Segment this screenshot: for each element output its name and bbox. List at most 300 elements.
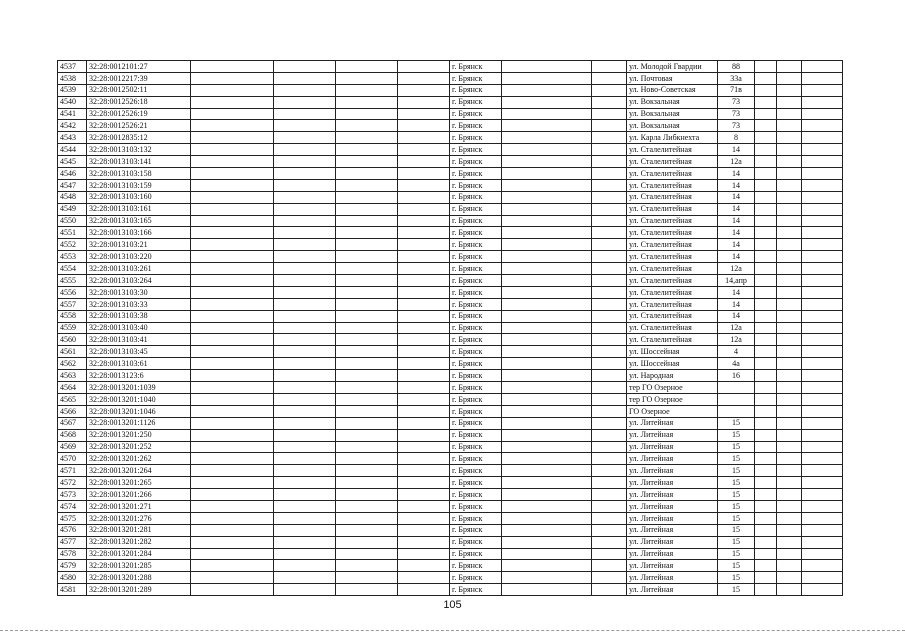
empty-cell <box>191 203 274 215</box>
empty-cell <box>502 179 592 191</box>
empty-cell <box>336 358 398 370</box>
table-row <box>58 263 843 275</box>
empty-cell <box>336 132 398 144</box>
empty-cell <box>802 489 843 501</box>
empty-cell <box>398 322 450 334</box>
empty-cell <box>755 156 777 168</box>
empty-cell <box>502 536 592 548</box>
empty-cell <box>802 358 843 370</box>
empty-cell <box>398 453 450 465</box>
empty-cell <box>592 215 627 227</box>
empty-cell <box>802 405 843 417</box>
cell-cad: 32:28:0012835:12 <box>87 132 191 144</box>
empty-cell <box>191 275 274 287</box>
empty-cell <box>755 572 777 584</box>
empty-cell <box>777 548 802 560</box>
empty-cell <box>191 298 274 310</box>
cell-house: 14 <box>718 227 755 239</box>
empty-cell <box>755 382 777 394</box>
empty-cell <box>592 334 627 346</box>
cell-cad: 32:28:0013201:1040 <box>87 393 191 405</box>
cell-cad: 32:28:0013201:285 <box>87 560 191 572</box>
empty-cell <box>191 120 274 132</box>
cell-house: 15 <box>718 441 755 453</box>
empty-cell <box>755 417 777 429</box>
cell-street: ул. Сталелитейная <box>627 179 718 191</box>
empty-cell <box>191 393 274 405</box>
empty-cell <box>336 334 398 346</box>
empty-cell <box>802 203 843 215</box>
empty-cell <box>502 441 592 453</box>
cell-house: 8 <box>718 132 755 144</box>
cell-num: 4537 <box>58 61 87 73</box>
empty-cell <box>274 298 336 310</box>
empty-cell <box>592 465 627 477</box>
cell-city: г. Брянск <box>450 191 502 203</box>
empty-cell <box>502 370 592 382</box>
empty-cell <box>592 275 627 287</box>
empty-cell <box>802 275 843 287</box>
empty-cell <box>502 72 592 84</box>
empty-cell <box>336 584 398 596</box>
cell-city: г. Брянск <box>450 263 502 275</box>
empty-cell <box>802 84 843 96</box>
empty-cell <box>755 489 777 501</box>
cell-num: 4554 <box>58 263 87 275</box>
empty-cell <box>777 227 802 239</box>
empty-cell <box>802 144 843 156</box>
cell-street: ул. Сталелитейная <box>627 239 718 251</box>
cell-house: 73 <box>718 120 755 132</box>
empty-cell <box>274 61 336 73</box>
cell-cad: 32:28:0013201:276 <box>87 512 191 524</box>
empty-cell <box>398 429 450 441</box>
empty-cell <box>398 203 450 215</box>
cell-city: г. Брянск <box>450 179 502 191</box>
table-row <box>58 346 843 358</box>
empty-cell <box>777 453 802 465</box>
empty-cell <box>398 584 450 596</box>
empty-cell <box>191 500 274 512</box>
empty-cell <box>502 275 592 287</box>
cell-cad: 32:28:0013201:250 <box>87 429 191 441</box>
empty-cell <box>592 84 627 96</box>
empty-cell <box>336 239 398 251</box>
cell-city: г. Брянск <box>450 286 502 298</box>
cell-city: г. Брянск <box>450 417 502 429</box>
empty-cell <box>274 572 336 584</box>
cell-house: 14 <box>718 144 755 156</box>
empty-cell <box>802 215 843 227</box>
empty-cell <box>802 156 843 168</box>
empty-cell <box>755 393 777 405</box>
empty-cell <box>398 227 450 239</box>
empty-cell <box>802 286 843 298</box>
empty-cell <box>592 168 627 180</box>
empty-cell <box>777 441 802 453</box>
empty-cell <box>274 346 336 358</box>
cell-city: г. Брянск <box>450 108 502 120</box>
cell-city: г. Брянск <box>450 96 502 108</box>
empty-cell <box>191 465 274 477</box>
table-row <box>58 298 843 310</box>
empty-cell <box>755 191 777 203</box>
empty-cell <box>802 453 843 465</box>
cell-house: 14 <box>718 286 755 298</box>
cell-cad: 32:28:0013201:282 <box>87 536 191 548</box>
cell-cad: 32:28:0013103:161 <box>87 203 191 215</box>
empty-cell <box>592 322 627 334</box>
cell-house: 4 <box>718 346 755 358</box>
cell-street: тер ГО Озерное <box>627 393 718 405</box>
empty-cell <box>777 370 802 382</box>
cell-house: 12а <box>718 322 755 334</box>
empty-cell <box>274 405 336 417</box>
empty-cell <box>802 120 843 132</box>
table-row <box>58 370 843 382</box>
empty-cell <box>502 500 592 512</box>
cell-house: 15 <box>718 500 755 512</box>
empty-cell <box>755 132 777 144</box>
cell-city: г. Брянск <box>450 156 502 168</box>
empty-cell <box>274 441 336 453</box>
empty-cell <box>502 405 592 417</box>
cell-house: 88 <box>718 61 755 73</box>
table-row <box>58 84 843 96</box>
cell-street: ул. Сталелитейная <box>627 144 718 156</box>
cell-cad: 32:28:0013103:220 <box>87 251 191 263</box>
cell-num: 4539 <box>58 84 87 96</box>
empty-cell <box>802 96 843 108</box>
cell-cad: 32:28:0012526:18 <box>87 96 191 108</box>
cell-house: 15 <box>718 465 755 477</box>
cell-house: 15 <box>718 584 755 596</box>
table-row <box>58 120 843 132</box>
cell-city: г. Брянск <box>450 346 502 358</box>
cell-cad: 32:28:0013103:41 <box>87 334 191 346</box>
cell-cad: 32:28:0013103:264 <box>87 275 191 287</box>
cell-city: г. Брянск <box>450 132 502 144</box>
cell-house: 71в <box>718 84 755 96</box>
cell-street: ул. Сталелитейная <box>627 203 718 215</box>
cell-city: г. Брянск <box>450 203 502 215</box>
cell-city: г. Брянск <box>450 322 502 334</box>
cell-street: ул. Литейная <box>627 500 718 512</box>
cell-cad: 32:28:0012101:27 <box>87 61 191 73</box>
empty-cell <box>398 512 450 524</box>
empty-cell <box>755 441 777 453</box>
empty-cell <box>502 524 592 536</box>
cell-street: ул. Литейная <box>627 489 718 501</box>
cell-house: 33а <box>718 72 755 84</box>
empty-cell <box>802 512 843 524</box>
cell-street: ул. Сталелитейная <box>627 191 718 203</box>
empty-cell <box>336 572 398 584</box>
empty-cell <box>398 168 450 180</box>
empty-cell <box>592 191 627 203</box>
cell-cad: 32:28:0013103:166 <box>87 227 191 239</box>
empty-cell <box>802 251 843 263</box>
empty-cell <box>274 370 336 382</box>
empty-cell <box>336 96 398 108</box>
empty-cell <box>336 251 398 263</box>
empty-cell <box>755 72 777 84</box>
empty-cell <box>191 382 274 394</box>
empty-cell <box>274 72 336 84</box>
cell-num: 4580 <box>58 572 87 584</box>
empty-cell <box>777 84 802 96</box>
empty-cell <box>336 168 398 180</box>
cell-house: 4а <box>718 358 755 370</box>
empty-cell <box>777 536 802 548</box>
cell-city: г. Брянск <box>450 382 502 394</box>
empty-cell <box>191 322 274 334</box>
empty-cell <box>191 168 274 180</box>
table-row <box>58 429 843 441</box>
cell-city: г. Брянск <box>450 370 502 382</box>
empty-cell <box>336 84 398 96</box>
cell-street: тер ГО Озерное <box>627 382 718 394</box>
cell-cad: 32:28:0013123:6 <box>87 370 191 382</box>
empty-cell <box>502 84 592 96</box>
empty-cell <box>398 560 450 572</box>
cell-street: ул. Литейная <box>627 536 718 548</box>
cell-num: 4542 <box>58 120 87 132</box>
empty-cell <box>274 263 336 275</box>
empty-cell <box>274 144 336 156</box>
cell-street: ул. Литейная <box>627 524 718 536</box>
empty-cell <box>592 108 627 120</box>
empty-cell <box>777 120 802 132</box>
empty-cell <box>755 286 777 298</box>
empty-cell <box>755 512 777 524</box>
empty-cell <box>398 286 450 298</box>
empty-cell <box>274 548 336 560</box>
table-row <box>58 275 843 287</box>
table-row <box>58 322 843 334</box>
cell-street: ул. Литейная <box>627 572 718 584</box>
empty-cell <box>755 465 777 477</box>
empty-cell <box>755 298 777 310</box>
empty-cell <box>191 156 274 168</box>
empty-cell <box>777 382 802 394</box>
empty-cell <box>336 524 398 536</box>
empty-cell <box>802 572 843 584</box>
cell-street: ул. Сталелитейная <box>627 310 718 322</box>
cell-city: г. Брянск <box>450 168 502 180</box>
empty-cell <box>336 346 398 358</box>
empty-cell <box>336 263 398 275</box>
empty-cell <box>191 84 274 96</box>
cell-house: 15 <box>718 453 755 465</box>
cell-cad: 32:28:0013103:33 <box>87 298 191 310</box>
empty-cell <box>336 179 398 191</box>
empty-cell <box>398 477 450 489</box>
empty-cell <box>398 156 450 168</box>
empty-cell <box>755 346 777 358</box>
empty-cell <box>592 310 627 322</box>
cell-cad: 32:28:0013201:1039 <box>87 382 191 394</box>
empty-cell <box>777 310 802 322</box>
table-row <box>58 524 843 536</box>
empty-cell <box>274 524 336 536</box>
empty-cell <box>755 310 777 322</box>
empty-cell <box>336 370 398 382</box>
empty-cell <box>398 524 450 536</box>
cell-city: г. Брянск <box>450 393 502 405</box>
table-row <box>58 168 843 180</box>
empty-cell <box>398 334 450 346</box>
empty-cell <box>802 417 843 429</box>
empty-cell <box>336 298 398 310</box>
cell-num: 4543 <box>58 132 87 144</box>
empty-cell <box>502 263 592 275</box>
empty-cell <box>191 477 274 489</box>
empty-cell <box>502 572 592 584</box>
empty-cell <box>755 61 777 73</box>
cell-street: ул. Литейная <box>627 441 718 453</box>
empty-cell <box>191 251 274 263</box>
empty-cell <box>336 203 398 215</box>
cell-city: г. Брянск <box>450 227 502 239</box>
cell-num: 4544 <box>58 144 87 156</box>
empty-cell <box>191 310 274 322</box>
empty-cell <box>336 489 398 501</box>
empty-cell <box>502 108 592 120</box>
cell-cad: 32:28:0013201:265 <box>87 477 191 489</box>
empty-cell <box>336 322 398 334</box>
cell-street: ул. Вокзальная <box>627 120 718 132</box>
cell-city: г. Брянск <box>450 453 502 465</box>
cell-street: ул. Литейная <box>627 584 718 596</box>
table-row <box>58 96 843 108</box>
empty-cell <box>592 132 627 144</box>
empty-cell <box>191 227 274 239</box>
empty-cell <box>502 346 592 358</box>
table-row <box>58 358 843 370</box>
empty-cell <box>398 465 450 477</box>
empty-cell <box>502 168 592 180</box>
cell-street: ул. Сталелитейная <box>627 334 718 346</box>
empty-cell <box>777 572 802 584</box>
table-row <box>58 156 843 168</box>
cell-cad: 32:28:0013103:158 <box>87 168 191 180</box>
empty-cell <box>802 72 843 84</box>
empty-cell <box>336 441 398 453</box>
empty-cell <box>592 572 627 584</box>
cell-city: г. Брянск <box>450 429 502 441</box>
empty-cell <box>755 524 777 536</box>
table-row <box>58 310 843 322</box>
cell-house: 15 <box>718 572 755 584</box>
cell-house: 15 <box>718 489 755 501</box>
table-row <box>58 405 843 417</box>
cell-num: 4547 <box>58 179 87 191</box>
cell-house: 14 <box>718 310 755 322</box>
empty-cell <box>755 215 777 227</box>
empty-cell <box>592 453 627 465</box>
empty-cell <box>398 239 450 251</box>
cell-city: г. Брянск <box>450 584 502 596</box>
cell-cad: 32:28:0013201:262 <box>87 453 191 465</box>
empty-cell <box>191 512 274 524</box>
cell-house: 15 <box>718 417 755 429</box>
empty-cell <box>502 417 592 429</box>
empty-cell <box>502 584 592 596</box>
empty-cell <box>755 84 777 96</box>
empty-cell <box>502 239 592 251</box>
cell-num: 4553 <box>58 251 87 263</box>
empty-cell <box>802 382 843 394</box>
empty-cell <box>592 429 627 441</box>
empty-cell <box>274 465 336 477</box>
empty-cell <box>274 429 336 441</box>
empty-cell <box>274 584 336 596</box>
table-row <box>58 334 843 346</box>
cell-num: 4555 <box>58 275 87 287</box>
empty-cell <box>191 429 274 441</box>
empty-cell <box>398 132 450 144</box>
table-row <box>58 572 843 584</box>
empty-cell <box>755 251 777 263</box>
cell-street: ул. Молодой Гвардии <box>627 61 718 73</box>
empty-cell <box>398 310 450 322</box>
table-row <box>58 251 843 263</box>
empty-cell <box>755 536 777 548</box>
cell-city: г. Брянск <box>450 84 502 96</box>
empty-cell <box>336 286 398 298</box>
empty-cell <box>274 168 336 180</box>
cell-num: 4563 <box>58 370 87 382</box>
empty-cell <box>802 536 843 548</box>
empty-cell <box>755 144 777 156</box>
empty-cell <box>398 72 450 84</box>
cell-num: 4578 <box>58 548 87 560</box>
empty-cell <box>274 251 336 263</box>
empty-cell <box>274 179 336 191</box>
empty-cell <box>191 132 274 144</box>
cell-num: 4552 <box>58 239 87 251</box>
empty-cell <box>336 393 398 405</box>
page-number: 105 <box>443 599 462 611</box>
empty-cell <box>336 227 398 239</box>
empty-cell <box>191 96 274 108</box>
empty-cell <box>336 500 398 512</box>
empty-cell <box>592 120 627 132</box>
cell-cad: 32:28:0013201:288 <box>87 572 191 584</box>
cell-cad: 32:28:0013103:160 <box>87 191 191 203</box>
cell-street: ул. Литейная <box>627 429 718 441</box>
cell-city: г. Брянск <box>450 61 502 73</box>
cell-house: 12а <box>718 156 755 168</box>
empty-cell <box>336 405 398 417</box>
empty-cell <box>274 120 336 132</box>
cell-street: ул. Сталелитейная <box>627 168 718 180</box>
cell-house: 14 <box>718 239 755 251</box>
table-row <box>58 132 843 144</box>
empty-cell <box>191 560 274 572</box>
empty-cell <box>777 96 802 108</box>
cell-house <box>718 393 755 405</box>
empty-cell <box>398 548 450 560</box>
cell-num: 4562 <box>58 358 87 370</box>
table-row <box>58 489 843 501</box>
cell-house: 15 <box>718 477 755 489</box>
empty-cell <box>274 191 336 203</box>
empty-cell <box>777 560 802 572</box>
empty-cell <box>336 477 398 489</box>
cell-house: 15 <box>718 429 755 441</box>
